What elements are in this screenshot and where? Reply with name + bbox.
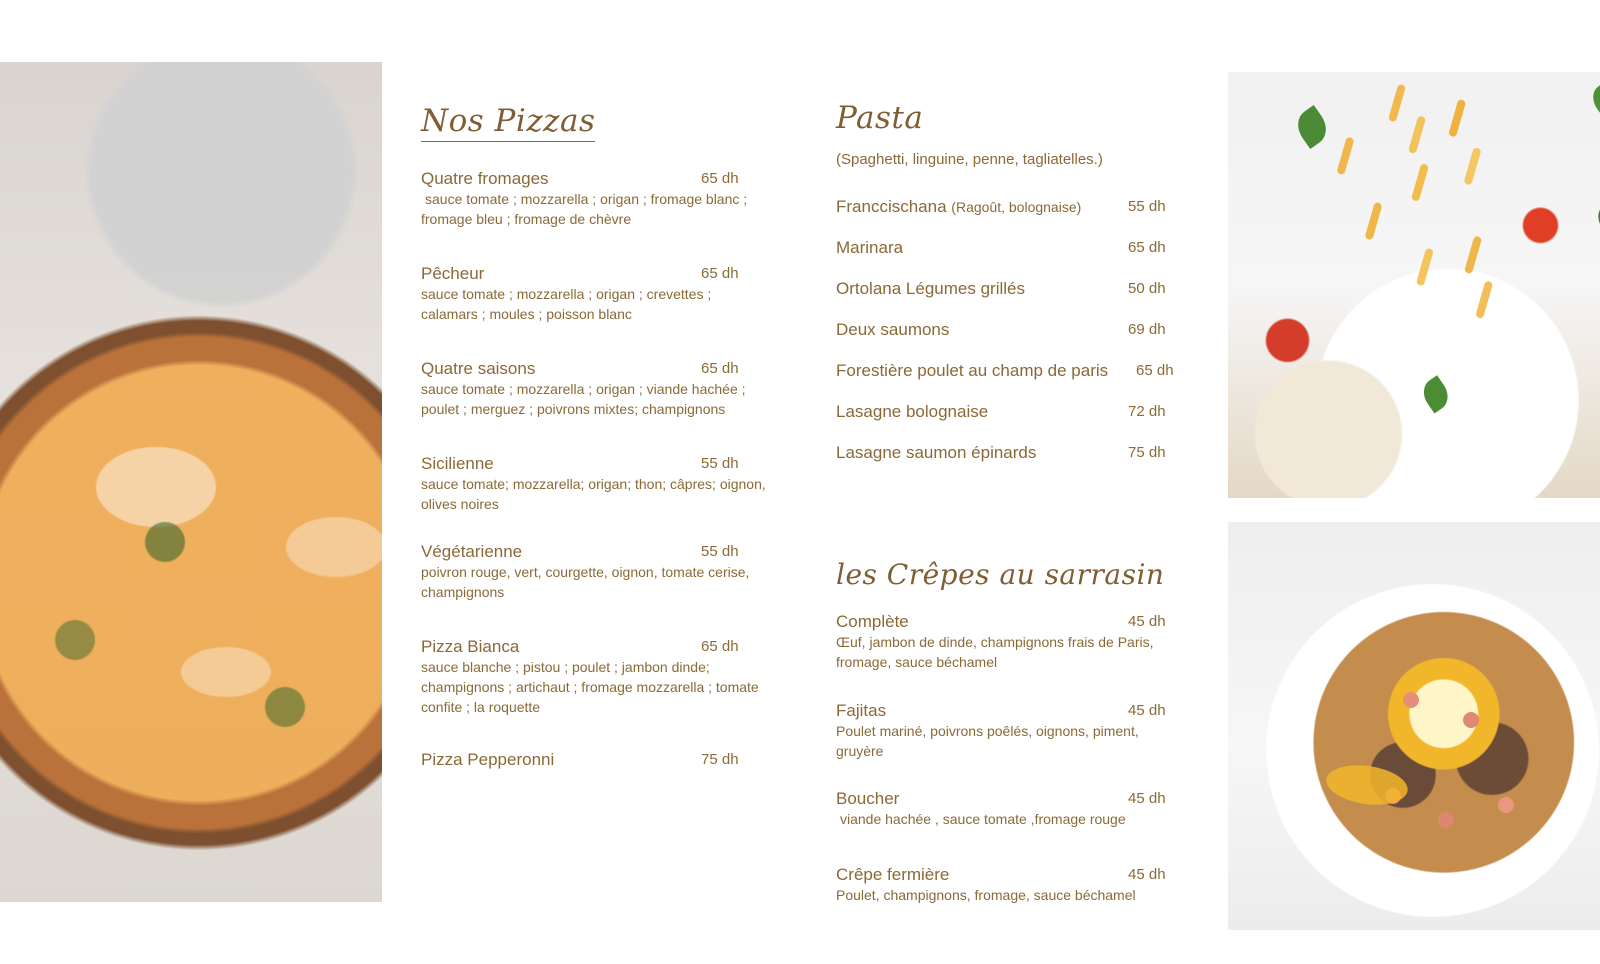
- pasta-price: 65 dh: [1128, 239, 1166, 256]
- pizza-description: sauce tomate ; mozzarella ; origan ; crevettes ; calamars ; moules ; poisson blanc: [421, 286, 712, 322]
- pasta-section-title: Pasta: [836, 100, 924, 136]
- pizza-description: sauce tomate ; mozzarella ; origan ; viande hachée ; poulet ; merguez ; poivrons mixtes; champignons: [421, 381, 746, 417]
- pizza-name: Pêcheur: [421, 264, 485, 283]
- pasta-price: 55 dh: [1128, 198, 1166, 215]
- crepe-price: 45 dh: [1128, 866, 1166, 883]
- crepe-item-boucher: [836, 788, 1176, 858]
- pasta-photo: [1228, 72, 1600, 498]
- crepe-name: Fajitas: [836, 701, 887, 720]
- pasta-item-franccischana: [836, 196, 1176, 220]
- pizza-price: 75 dh: [701, 751, 739, 768]
- seafood-pizza-photo: [0, 62, 382, 902]
- pizza-price: 65 dh: [701, 638, 739, 655]
- crepe-description: Poulet mariné, poivrons poêlés, oignons, piment, gruyère: [836, 723, 1139, 759]
- pasta-name: Forestière poulet au champ de paris: [836, 361, 1109, 380]
- pasta-item-lasagne-saumon: [836, 442, 1176, 466]
- pasta-name: Deux saumons: [836, 320, 950, 339]
- pizza-item-quatre-fromages: [421, 168, 771, 238]
- pizza-description: poivron rouge, vert, courgette, oignon, tomate cerise, champignons: [421, 564, 750, 600]
- pasta-name: Lasagne bolognaise: [836, 402, 989, 421]
- pizza-name: Quatre fromages: [421, 169, 549, 188]
- pizza-price: 65 dh: [701, 360, 739, 377]
- pasta-item-lasagne-bolognaise: [836, 401, 1176, 425]
- crepe-name: Complète: [836, 612, 909, 631]
- pasta-price: 65 dh: [1136, 362, 1174, 379]
- pasta-name: Marinara: [836, 238, 904, 257]
- pasta-name: Lasagne saumon épinards: [836, 443, 1037, 462]
- pizza-description: sauce tomate; mozzarella; origan; thon; câpres; oignon, olives noires: [421, 476, 766, 512]
- pizza-name: Quatre saisons: [421, 359, 536, 378]
- pasta-item-forestiere: [836, 360, 1176, 384]
- pizza-price: 65 dh: [701, 265, 739, 282]
- pizzas-section-title: Nos Pizzas: [421, 103, 595, 142]
- crepe-description: Œuf, jambon de dinde, champignons frais de Paris, fromage, sauce béchamel: [836, 634, 1154, 670]
- crepe-name: Boucher: [836, 789, 900, 808]
- pasta-name-main: Franccischana: [836, 197, 947, 216]
- pizza-item-pecheur: [421, 263, 771, 333]
- pasta-name: [836, 196, 1081, 218]
- crepe-description: Poulet, champignons, fromage, sauce béchamel: [836, 887, 1136, 903]
- crepe-photo: [1228, 522, 1600, 930]
- pasta-price: 72 dh: [1128, 403, 1166, 420]
- crepe-item-fermiere: [836, 864, 1176, 934]
- crepe-item-complete: [836, 611, 1176, 681]
- pasta-item-marinara: [836, 237, 1176, 261]
- pizza-item-sicilienne: [421, 453, 771, 523]
- crepe-price: 45 dh: [1128, 613, 1166, 630]
- pizza-name: Pizza Bianca: [421, 637, 520, 656]
- pasta-price: 69 dh: [1128, 321, 1166, 338]
- crepe-price: 45 dh: [1128, 702, 1166, 719]
- pizza-item-bianca: [421, 636, 771, 715]
- crepes-section-title: les Crêpes au sarrasin: [836, 558, 1165, 591]
- pizza-price: 65 dh: [701, 170, 739, 187]
- pizza-price: 55 dh: [701, 455, 739, 472]
- pasta-name: Ortolana Légumes grillés: [836, 279, 1025, 298]
- pizza-item-pepperonni: [421, 749, 771, 819]
- pizza-item-vegetarienne: [421, 541, 771, 611]
- pasta-types-note: (Spaghetti, linguine, penne, tagliatelles.): [836, 151, 1103, 168]
- pizza-name: Sicilienne: [421, 454, 494, 473]
- crepe-price: 45 dh: [1128, 790, 1166, 807]
- pizza-name: Végétarienne: [421, 542, 523, 561]
- crepe-item-fajitas: [836, 700, 1176, 770]
- pasta-name-detail: (Ragoût, bolognaise): [951, 199, 1082, 215]
- pasta-price: 75 dh: [1128, 444, 1166, 461]
- crepe-name: Crêpe fermière: [836, 865, 950, 884]
- pizza-description: sauce blanche ; pistou ; poulet ; jambon dinde; champignons ; artichaut ; fromage mozzarella ; tomate confite ; la roquette: [421, 659, 759, 715]
- pizza-description: sauce tomate ; mozzarella ; origan ; fromage blanc ; fromage bleu ; fromage de chèvre: [421, 191, 748, 227]
- pizza-name: Pizza Pepperonni: [421, 750, 555, 769]
- pasta-item-deux-saumons: [836, 319, 1176, 343]
- pizza-item-quatre-saisons: [421, 358, 771, 428]
- pizza-price: 55 dh: [701, 543, 739, 560]
- pasta-item-ortolana: [836, 278, 1176, 302]
- crepe-description: viande hachée , sauce tomate ,fromage rouge: [840, 811, 1126, 827]
- pasta-price: 50 dh: [1128, 280, 1166, 297]
